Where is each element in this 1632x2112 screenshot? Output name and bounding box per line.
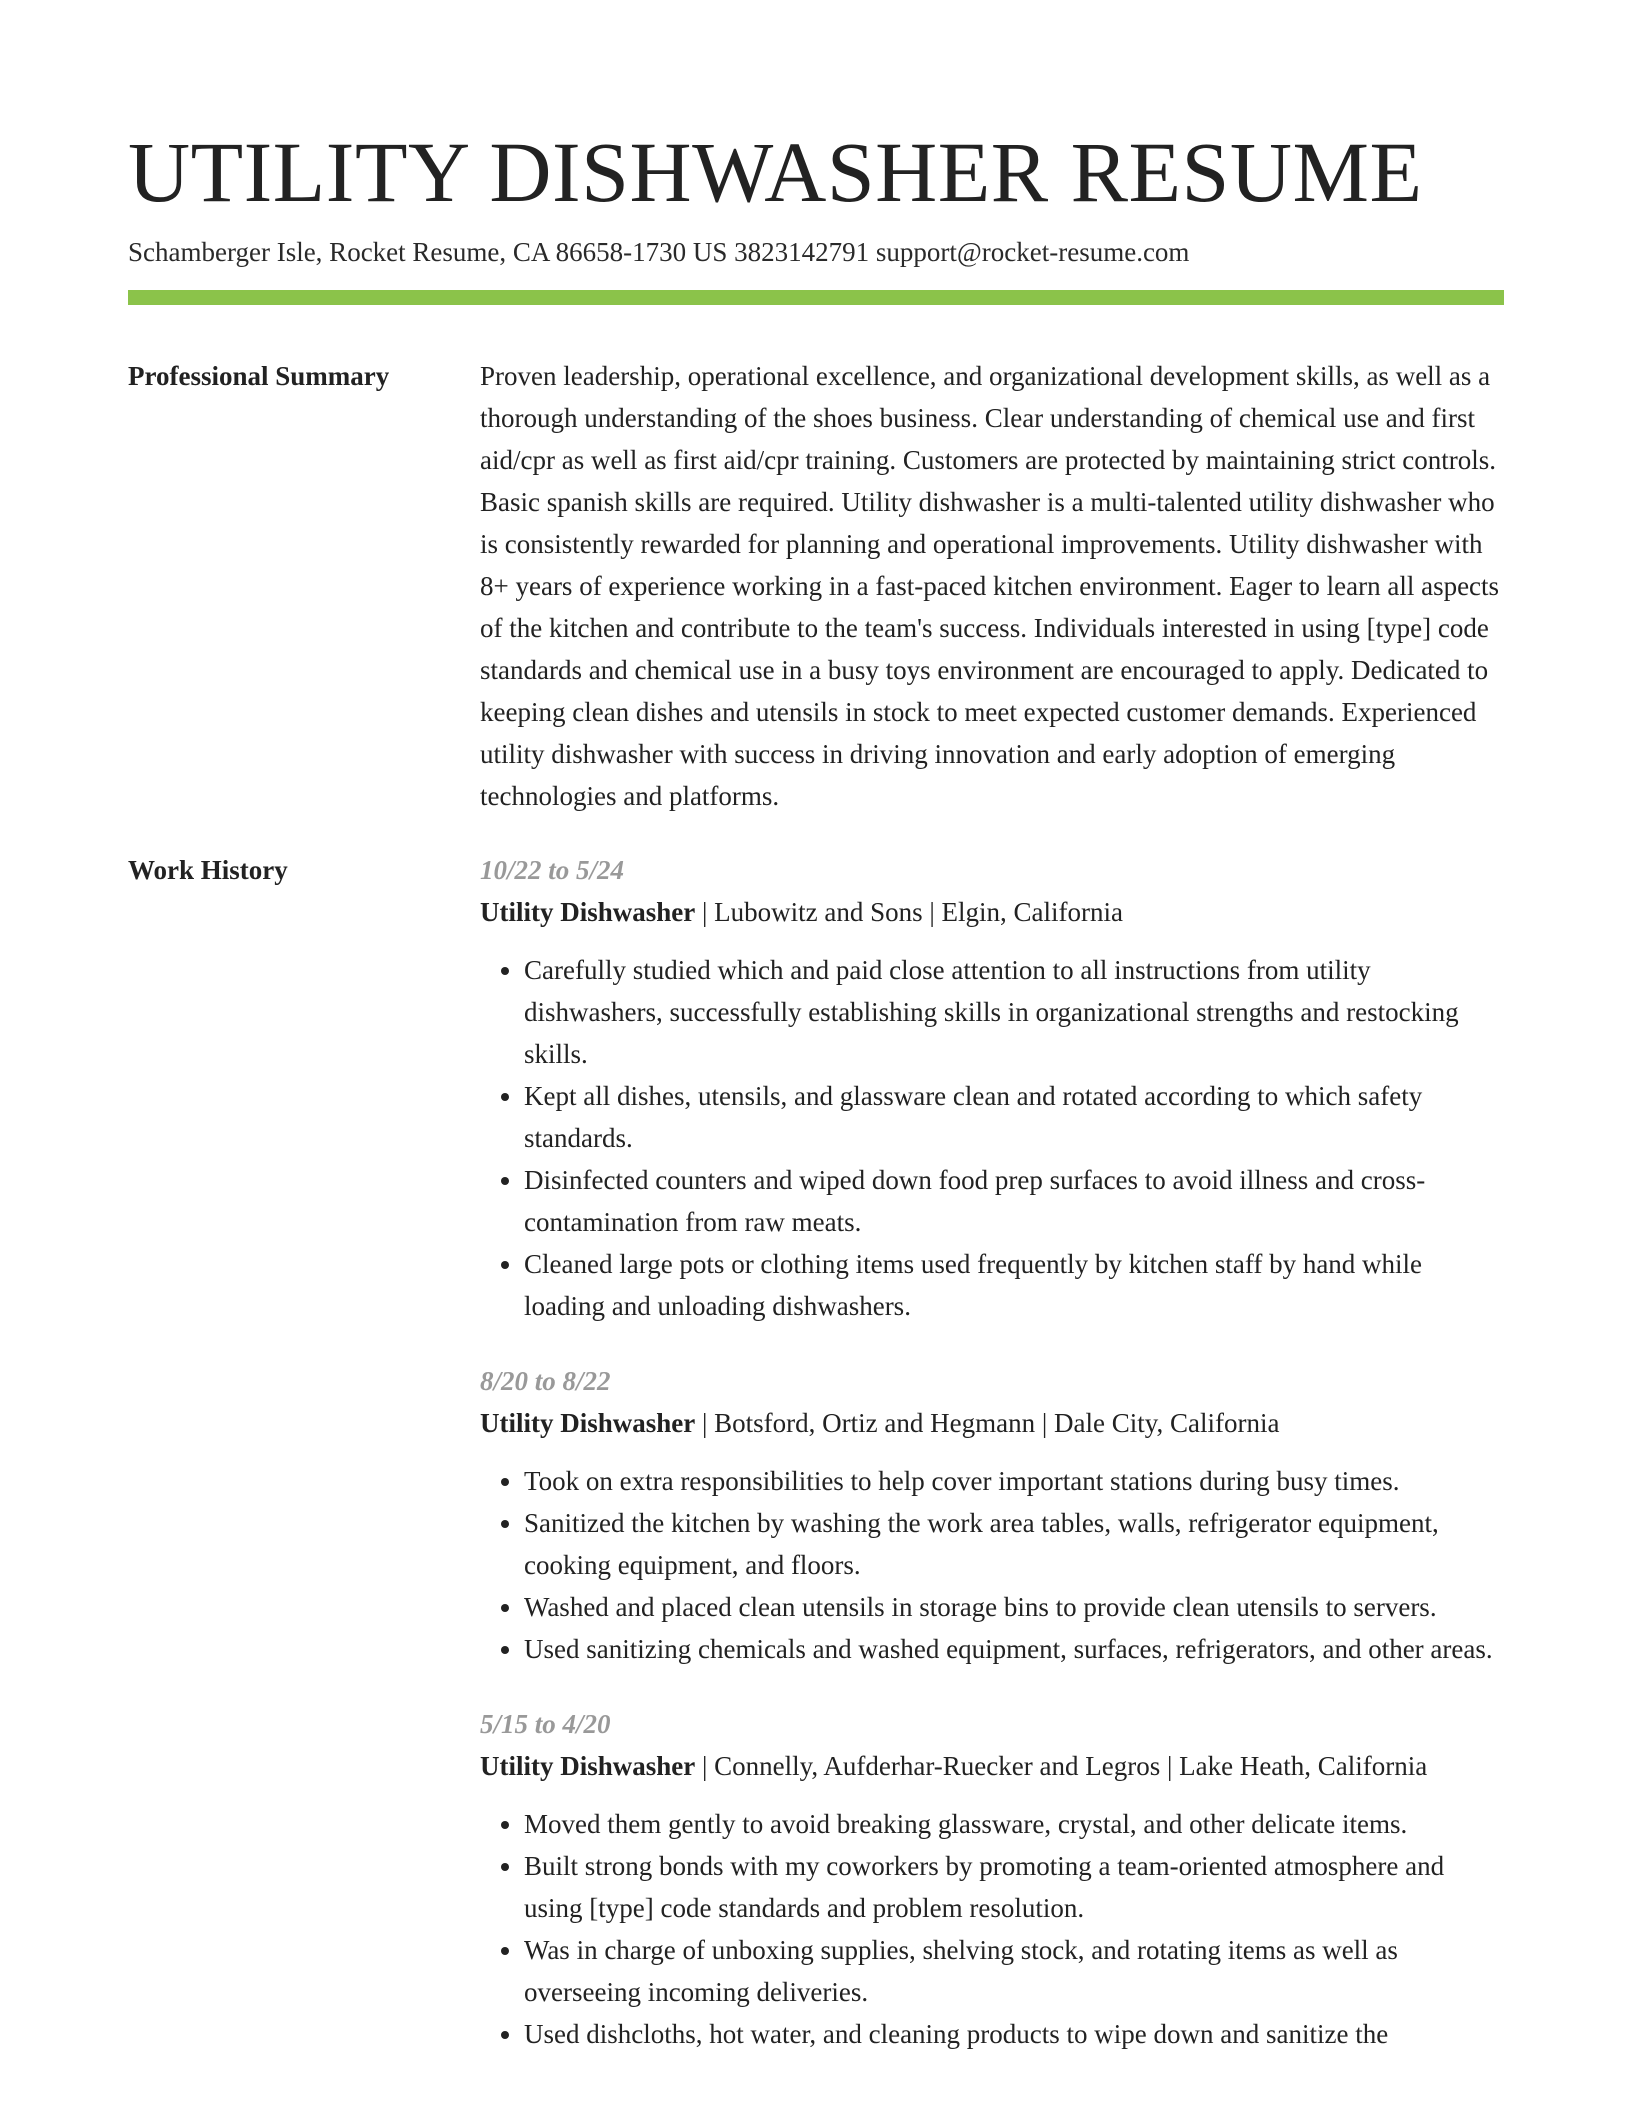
resume-page [128, 0, 1504, 2088]
job-duty: • Used sanitizing chemicals and washed equipment, surfaces, refrigerators, and other areas. [524, 1628, 1504, 1670]
resume-title: UTILITY DISHWASHER RESUME [128, 124, 1423, 220]
job-entry [480, 849, 1504, 1327]
job-duties [480, 1803, 1504, 2055]
job-duties [480, 1460, 1504, 1670]
job-employer-location: | Botsford, Ortiz and Hegmann | Dale City, California [695, 1408, 1280, 1438]
job-duty: • Disinfected counters and wiped down food prep surfaces to avoid illness and cross-contamination from raw meats. [524, 1159, 1504, 1243]
work-history-list [480, 849, 1504, 2088]
section-heading-work-history: Work History [128, 855, 288, 885]
job-duty: • Built strong bonds with my coworkers by promoting a team-oriented atmosphere and using [type] code standards and problem resolution. [524, 1845, 1504, 1929]
job-duty: • Cleaned large pots or clothing items used frequently by kitchen staff by hand while loading and unloading dishwashers. [524, 1243, 1504, 1327]
job-heading [480, 1745, 1504, 1787]
job-duty: • Sanitized the kitchen by washing the work area tables, walls, refrigerator equipment, cooking equipment, and floors. [524, 1502, 1504, 1586]
job-duty: • Was in charge of unboxing supplies, shelving stock, and rotating items as well as overseeing incoming deliveries. [524, 1929, 1504, 2013]
job-entry [480, 1703, 1504, 2055]
job-duty: • Washed and placed clean utensils in storage bins to provide clean utensils to servers. [524, 1586, 1504, 1628]
accent-divider [128, 290, 1504, 305]
job-title: Utility Dishwasher [480, 1751, 696, 1781]
job-title: Utility Dishwasher [480, 897, 696, 927]
job-dates: 5/15 to 4/20 [480, 1709, 611, 1739]
job-entry [480, 1360, 1504, 1670]
job-duty: • Kept all dishes, utensils, and glassware clean and rotated according to which safety standards. [524, 1075, 1504, 1159]
summary-text: Proven leadership, operational excellence, and organizational development skills, as well as a thorough understanding of the shoes business. Clear understanding of chemical use and first aid/cpr as well as first aid/cpr training. Customers are protected by maintaining strict controls. Basic spanish skills are required. Utility dishwasher is a multi-talented utility dishwasher who is consistently rewarded for planning and operational improvements. Utility dishwasher with 8+ years of experience working in a fast-paced kitchen environment. Eager to learn all aspects of the kitchen and contribute to the team's success. Individuals interested in using [type] code standards and chemical use in a busy toys environment are encouraged to apply. Dedicated to keeping clean dishes and utensils in stock to meet expected customer demands. Experienced utility dishwasher with success in driving innovation and early adoption of emerging technologies and platforms. [480, 361, 1500, 811]
job-duty: • Took on extra responsibilities to help cover important stations during busy times. [524, 1460, 1504, 1502]
job-heading [480, 891, 1504, 933]
contact-info: Schamberger Isle, Rocket Resume, CA 86658-1730 US 3823142791 support@rocket-resume.com [128, 237, 1190, 267]
job-dates: 10/22 to 5/24 [480, 855, 625, 885]
job-dates: 8/20 to 8/22 [480, 1366, 611, 1396]
professional-summary-section [128, 355, 1504, 817]
job-title: Utility Dishwasher [480, 1408, 696, 1438]
job-duty: • Carefully studied which and paid close attention to all instructions from utility dishwashers, successfully establishing skills in organizational strengths and restocking skills. [524, 949, 1504, 1075]
job-duty: • Moved them gently to avoid breaking glassware, crystal, and other delicate items. [524, 1803, 1504, 1845]
job-duties [480, 949, 1504, 1327]
job-employer-location: | Lubowitz and Sons | Elgin, California [695, 897, 1124, 927]
work-history-section [128, 849, 1504, 2088]
job-duty: • Used dishcloths, hot water, and cleaning products to wipe down and sanitize the [524, 2013, 1504, 2055]
section-heading-summary: Professional Summary [128, 361, 390, 391]
job-heading [480, 1402, 1504, 1444]
job-employer-location: | Connelly, Aufderhar-Ruecker and Legros | Lake Heath, California [695, 1751, 1428, 1781]
